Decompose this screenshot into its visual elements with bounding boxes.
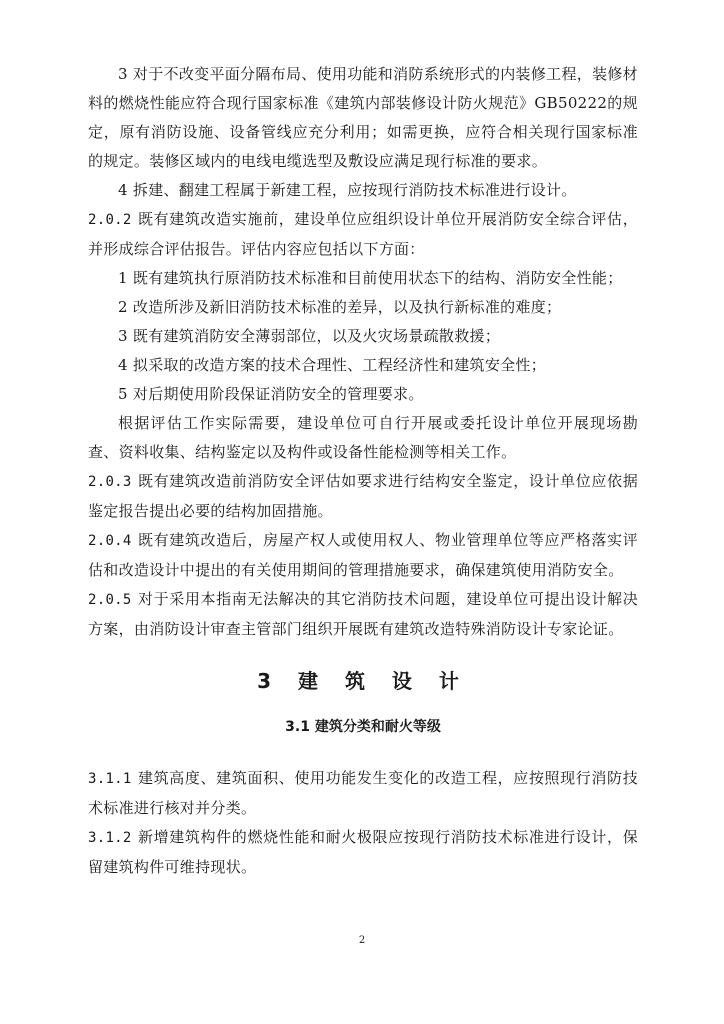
paragraph bbox=[88, 380, 638, 409]
clauses-section-3-1 bbox=[88, 764, 638, 882]
paragraph bbox=[88, 322, 638, 351]
paragraph bbox=[88, 467, 638, 526]
paragraph bbox=[88, 264, 638, 293]
paragraph-text: 对于采用本指南无法解决的其它消防技术问题，建设单位可提出设计解决方案，由消防设计审查主管部门组织开展既有建筑改造特殊消防设计专家论证。 bbox=[88, 590, 638, 638]
paragraph bbox=[88, 351, 638, 380]
clause-number: 2.0.4 bbox=[88, 533, 132, 549]
paragraph-text: 4 拆建、翻建工程属于新建工程，应按现行消防技术标准进行设计。 bbox=[118, 181, 577, 199]
page-content bbox=[88, 60, 638, 882]
clause-number: 3.1.1 bbox=[88, 771, 132, 787]
paragraph-text: 既有建筑改造前消防安全评估如要求进行结构安全鉴定，设计单位应依据鉴定报告提出必要的结构加固措施。 bbox=[88, 472, 638, 520]
paragraph-text: 4 拟采取的改造方案的技术合理性、工程经济性和建筑安全性； bbox=[118, 356, 547, 374]
paragraph-text: 建筑高度、建筑面积、使用功能发生变化的改造工程，应按照现行消防技术标准进行核对并分类。 bbox=[88, 769, 638, 817]
clause-number: 2.0.3 bbox=[88, 474, 132, 490]
paragraph-text: 既有建筑改造实施前，建设单位应组织设计单位开展消防安全综合评估，并形成综合评估报告。评估内容应包括以下方面： bbox=[88, 210, 638, 258]
paragraph-text: 根据评估工作实际需要，建设单位可自行开展或委托设计单位开展现场勘查、资料收集、结构鉴定以及构件或设备性能检测等相关工作。 bbox=[88, 414, 638, 461]
paragraph bbox=[88, 764, 638, 823]
clauses-chapter-2 bbox=[88, 60, 638, 644]
paragraph-text: 既有建筑改造后，房屋产权人或使用权人、物业管理单位等应严格落实评估和改造设计中提出的有关使用期间的管理措施要求，确保建筑使用消防安全。 bbox=[88, 531, 638, 579]
paragraph bbox=[88, 176, 638, 205]
clause-number: 2.0.5 bbox=[88, 592, 132, 608]
section-title: 3.1 建筑分类和耐火等级 bbox=[285, 719, 441, 735]
paragraph-text: 1 既有建筑执行原消防技术标准和目前使用状态下的结构、消防安全性能； bbox=[118, 269, 623, 287]
paragraph bbox=[88, 60, 638, 176]
paragraph-text: 5 对后期使用阶段保证消防安全的管理要求。 bbox=[118, 385, 424, 403]
clause-number: 3.1.2 bbox=[88, 830, 132, 846]
paragraph bbox=[88, 293, 638, 322]
paragraph bbox=[88, 526, 638, 585]
paragraph bbox=[88, 585, 638, 644]
chapter-title: 3 建 筑 设 计 bbox=[257, 669, 469, 693]
paragraph-text: 新增建筑构件的燃烧性能和耐火极限应按现行消防技术标准进行设计，保留建筑构件可维持现状。 bbox=[88, 828, 638, 876]
page-number: 2 bbox=[358, 935, 366, 946]
paragraph-text: 3 既有建筑消防安全薄弱部位，以及火灾场景疏散救援； bbox=[118, 327, 501, 345]
clause-number: 2.0.2 bbox=[88, 212, 132, 228]
paragraph-text: 2 改造所涉及新旧消防技术标准的差异，以及执行新标准的难度； bbox=[118, 298, 562, 316]
paragraph bbox=[88, 823, 638, 882]
paragraph bbox=[88, 409, 638, 467]
paragraph bbox=[88, 205, 638, 264]
paragraph-text: 3 对于不改变平面分隔布局、使用功能和消防系统形式的内装修工程，装修材料的燃烧性能应符合现行国家标准《建筑内部装修设计防火规范》GB50222的规定，原有消防设施、设备管线应充分利用；如需更换，应符合相关现行国家标准的规定。装修区域内的电线电缆选型及敷设应满足现行标准的要求。 bbox=[88, 65, 638, 170]
